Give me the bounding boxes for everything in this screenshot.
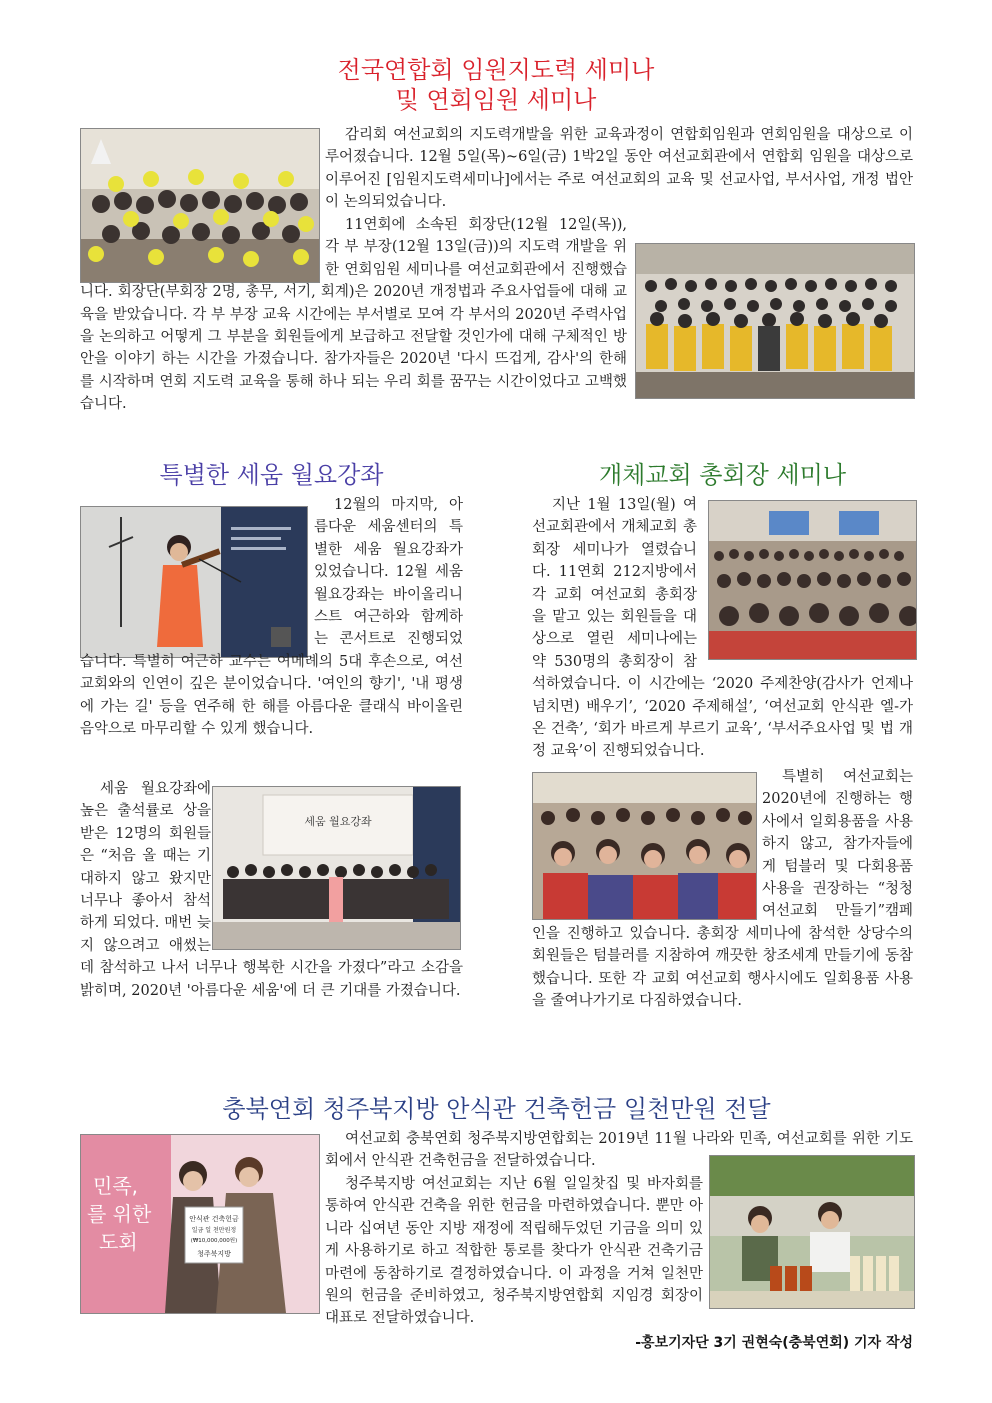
section2-float-spacer <box>80 494 314 650</box>
section2-paragraph1-text: 12월의 마지막, 아름다운 세움센터의 특별한 세움 월요강좌가 있었습니다. 12월 세움 월요강좌는 바이올리니스트 여근하와 함께하는 콘서트로 진행되었습니다. 특별히 여근하 교수는 여메례의 5대 후손으로, 여선교회와의 인연이 깊은 분이었습니다. '여인의 향기', '내 평생에 가는 길' 등을 연주해 한 해를 아름다운 클래식 바이올린 음악으로 마무리할 수 있게 했습니다. <box>80 497 463 738</box>
banner-text-3: 도회 <box>99 1230 138 1254</box>
section3-paragraph2 <box>532 766 913 1012</box>
section3-paragraph2-text: 특별히 여선교회는 2020년에 진행하는 행사에서 일회용품을 사용하지 않고, 참가자들에게 텀블러 및 다회용품 사용을 권장하는 “청청 여선교회 만들기”캠페인을 진행하고 있습니다. 총회장 세미나에 참석한 상당수의 회원들은 텀블러를 지참하여 깨끗한 창조세계 만들기에 동참했습니다. 또한 각 교회 여선교회 행사시에도 일회용품 사용을 줄여나가기로 다짐하였습니다. <box>532 769 913 1010</box>
section2-paragraph2 <box>80 778 463 1002</box>
section2-paragraph1 <box>80 494 463 740</box>
section4-title: 충북연회 청주북지방 안식관 건축헌금 일천만원 전달 <box>222 1095 771 1123</box>
reporter-credit: -홍보기자단 3기 권현숙(충북연회) 기자 작성 <box>635 1335 913 1351</box>
seum-banner-text: 세움 월요강좌 <box>304 815 372 828</box>
section3-paragraph1-text: 지난 1월 13일(월) 여선교회관에서 개체교회 총회장 세미나가 열렸습니다. 11연회 212지방에서 각 교회 여선교회 총회장을 맡고 있는 회원들을 대상으로 열린 세미나에는 약 530명의 총회장이 참석하였습니다. 이 시간에는 ‘2020 주제찬양(감사가 언제나 넘치면) 배우기’, ‘2020 주제해설’, ‘여선교회 안식관 엘-가온 건축’, ‘회가 바르게 부르기 교육’, ‘부서주요사업 및 법 개정 교육’이 진행되었습니다. <box>532 497 913 760</box>
section3-float-spacer2 <box>532 766 762 922</box>
donation-sign-line3: (₩10,000,000원) <box>190 1238 238 1244</box>
section3-float-spacer <box>697 494 913 652</box>
banner-text-2: 를 위한 <box>87 1202 152 1226</box>
section4-float-spacer-left <box>80 1173 325 1308</box>
section3-paragraph1 <box>532 494 913 763</box>
banner-text-1: 민족, <box>93 1174 138 1198</box>
section1-paragraph2 <box>80 214 913 424</box>
section1-title-line2: 및 연회임원 세미나 <box>395 86 597 114</box>
section1-paragraph1: 감리회 여선교회의 지도력개발을 위한 교육과정이 연합회임원과 연회임원을 대상으로 이루어졌습니다. 12월 5일(목)~6일(금) 1박2일 동안 여선교회관에서 연합회 임원을 대상으로 이루어진 [임원지도력세미나]에서는 주로 여선교회의 교육 및 선교사업, 부서사업, 개정 법안이 논의되었습니다. <box>325 127 913 211</box>
section2-paragraph2-text: 세움 월요강좌에 높은 출석률로 상을 받은 12명의 회원들은 “처음 올 때는 기대하지 않고 왔지만 너무나 좋아서 참석하게 되었다. 매번 늦지 않으려고 애썼는데 참석하고 나서 너무나 행복한 시간을 가졌다”라고 소감을 밝히며, 2020년 '아름다운 세움'에 더 큰 기대를 가졌습니다. <box>80 781 463 999</box>
section1-float-spacer-right <box>627 244 913 424</box>
section2-float-spacer2 <box>211 778 463 956</box>
section2-title: 특별한 세움 월요강좌 <box>159 461 384 489</box>
section4-paragraph2 <box>80 1173 913 1330</box>
section4-paragraph2-text: 청주북지방 여선교회는 지난 6월 일일찻집 및 바자회를 통하여 안식관 건축을 위한 헌금을 마련하였습니다. 뿐만 아니라 십여년 동안 지방 재정에 적립해두었던 기금을 의미 있게 사용하기로 하고 적합한 통로를 찾다가 안식관 건축기금 마련에 동참하기로 결정하였습니다. 이 과정을 거쳐 일천만원의 헌금을 준비하였고, 청주북지방연합회 지임경 회장이 대표로 전달하였습니다. <box>325 1176 703 1327</box>
section1-title <box>250 55 742 115</box>
section4-paragraph1: 여선교회 충북연회 청주북지방연합회는 2019년 11월 나라와 민족, 여선교회를 위한 기도회에서 안식관 건축헌금을 전달하였습니다. <box>325 1131 913 1170</box>
donation-sign-line1: 안식관 건축헌금 <box>189 1215 239 1223</box>
section1-title-line1: 전국연합회 임원지도력 세미나 <box>337 56 655 84</box>
section3-title: 개체교회 총회장 세미나 <box>598 461 847 489</box>
donation-sign-line2: 일금 일 천만원정 <box>191 1227 237 1234</box>
donation-sign-line4: 청주북지방 <box>197 1250 231 1258</box>
section1-paragraph2-text: 11연회에 소속된 회장단(12월 12일(목)), 각 부 부장(12월 13일(금))의 지도력 개발을 위한 연회임원 세미나를 여선교회관에서 진행했습니다. 회장단(부회장 2명, 총무, 서기, 회계)은 2020년 개정법과 주요사업들에 대해 교육을 받았습니다. 각 부 부장 교육 시간에는 부서별로 모여 각 부서의 2020년 주력사업을 논의하고 어떻게 그 부분을 회원들에게 보급하고 전달할 것인가에 대해 구체적인 방안을 이야기 하는 시간을 가졌습니다. 참가자들은 2020년 '다시 뜨겁게, 감사'의 한해를 시작하며 연회 지도력 교육을 통해 하나 되는 우리 회를 꿈꾸는 시간이었다고 고백했습니다. <box>80 217 627 413</box>
section1-float-spacer-left <box>80 214 325 280</box>
section4-float-spacer-right <box>703 1173 913 1308</box>
